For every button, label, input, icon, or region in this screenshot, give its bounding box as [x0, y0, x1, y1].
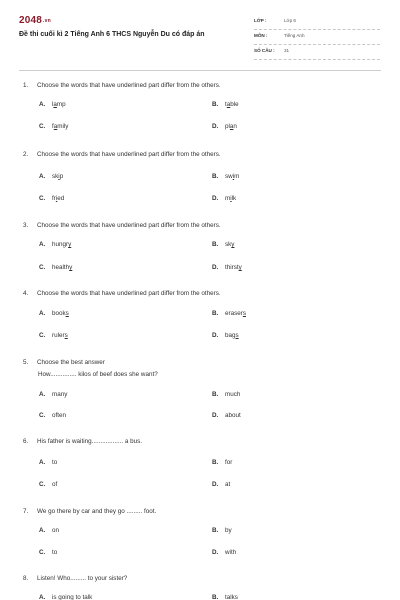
option-text-end: p: [59, 173, 64, 180]
option-letter: D.: [212, 264, 219, 271]
option-text: at: [225, 481, 231, 488]
option-letter: B.: [212, 459, 219, 466]
option-text: ruler: [52, 332, 65, 339]
question-text: We go there by car and they go ......... foot.: [37, 508, 157, 515]
option-letter: A.: [39, 527, 46, 534]
question-text: Choose the words that have underlined part differ from the others.: [37, 222, 221, 229]
option-b[interactable]: [212, 173, 239, 180]
option-c[interactable]: [39, 549, 57, 556]
option-d[interactable]: [212, 195, 236, 202]
option-underline: i: [232, 173, 235, 180]
question-stem: [23, 222, 221, 229]
option-d[interactable]: [212, 481, 230, 488]
option-text: sw: [225, 173, 233, 180]
meta-label-subject: MÔN :: [254, 33, 268, 38]
option-b[interactable]: [212, 241, 234, 248]
option-c[interactable]: [39, 195, 64, 202]
option-text: m: [225, 195, 231, 202]
option-letter: A.: [39, 391, 46, 398]
meta-row-count: [254, 45, 380, 60]
option-b[interactable]: [212, 310, 246, 317]
option-underline: a: [53, 123, 58, 130]
option-letter: A.: [39, 241, 46, 248]
option-text: sk: [225, 241, 232, 248]
option-text: by: [225, 527, 232, 534]
option-underline: s: [65, 310, 69, 317]
option-text-end: n: [233, 123, 237, 130]
question-number: 6.: [23, 438, 29, 445]
option-letter: C.: [39, 332, 46, 339]
question-text: Choose the best answer: [37, 359, 105, 366]
option-a[interactable]: [39, 594, 92, 600]
option-text-end: mp: [56, 101, 66, 108]
option-underline: a: [226, 101, 231, 108]
question-stem: [23, 438, 142, 445]
option-b[interactable]: [212, 459, 232, 466]
option-text: on: [52, 527, 60, 534]
option-text: talks: [225, 594, 238, 600]
option-letter: A.: [39, 594, 46, 600]
option-text: pl: [225, 123, 230, 130]
document-header: [0, 0, 400, 72]
option-text: for: [225, 459, 233, 466]
meta-value-count: 31: [284, 48, 290, 53]
option-b[interactable]: [212, 594, 238, 600]
question-stem: [23, 151, 221, 158]
option-text: f: [52, 123, 54, 130]
option-b[interactable]: [212, 527, 232, 534]
question-number: 5.: [23, 359, 29, 366]
meta-value-subject: Tiếng Anh: [284, 33, 305, 38]
option-underline: i: [55, 195, 58, 202]
option-text: of: [52, 481, 58, 488]
option-underline: a: [229, 123, 234, 130]
option-letter: A.: [39, 101, 46, 108]
option-letter: D.: [212, 549, 219, 556]
option-letter: B.: [212, 101, 219, 108]
option-letter: C.: [39, 264, 46, 271]
option-letter: B.: [212, 594, 219, 600]
option-text: thirst: [225, 264, 239, 271]
option-d[interactable]: [212, 412, 241, 419]
question-number: 4.: [23, 290, 29, 297]
question-number: 3.: [23, 222, 29, 229]
option-letter: D.: [212, 332, 219, 339]
option-text: hungr: [52, 241, 69, 248]
option-text: much: [225, 391, 241, 398]
option-c[interactable]: [39, 332, 68, 339]
site-logo[interactable]: [19, 15, 51, 26]
option-letter: D.: [212, 481, 219, 488]
option-text: sk: [52, 173, 59, 180]
option-text: about: [225, 412, 241, 419]
option-text-end: mily: [57, 123, 69, 130]
option-text-end: lk: [231, 195, 237, 202]
option-letter: C.: [39, 549, 46, 556]
option-letter: C.: [39, 412, 46, 419]
option-letter: A.: [39, 310, 46, 317]
option-b[interactable]: [212, 391, 240, 398]
option-text: fr: [52, 195, 56, 202]
question-number: 2.: [23, 151, 29, 158]
option-a[interactable]: [39, 391, 67, 398]
option-underline: y: [231, 241, 235, 248]
question-number: 1.: [23, 82, 29, 89]
question-subtext: How............... kilos of beef does she want?: [38, 371, 158, 378]
option-letter: B.: [212, 173, 219, 180]
meta-panel: [254, 15, 380, 60]
option-letter: D.: [212, 123, 219, 130]
option-text: bag: [225, 332, 236, 339]
question-stem: [23, 508, 156, 515]
option-a[interactable]: [39, 241, 71, 248]
meta-label-class: LỚP :: [254, 18, 267, 23]
option-c[interactable]: [39, 412, 66, 419]
option-text-end: ed: [57, 195, 65, 202]
question-stem: [23, 82, 221, 89]
option-underline: y: [238, 264, 242, 271]
option-text: is going to talk: [52, 594, 93, 600]
option-text-end: ble: [230, 101, 239, 108]
option-underline: s: [242, 310, 247, 317]
header-divider: [19, 70, 381, 71]
option-underline: a: [53, 101, 57, 108]
question-number: 7.: [23, 508, 29, 515]
option-a[interactable]: [39, 310, 69, 317]
option-underline: y: [69, 264, 73, 271]
option-c[interactable]: [39, 123, 68, 130]
option-letter: D.: [212, 412, 219, 419]
option-d[interactable]: [212, 123, 237, 130]
option-underline: s: [235, 332, 239, 339]
question-number: 8.: [23, 575, 29, 582]
option-letter: A.: [39, 459, 46, 466]
question-stem: [23, 575, 127, 582]
option-text: book: [52, 310, 66, 317]
option-letter: B.: [212, 527, 219, 534]
option-a[interactable]: [39, 101, 66, 108]
option-text: to: [52, 459, 58, 466]
option-c[interactable]: [39, 264, 72, 271]
option-text: health: [52, 264, 70, 271]
option-d[interactable]: [212, 264, 242, 271]
question-stem: [23, 359, 105, 366]
option-text: eraser: [225, 310, 243, 317]
option-text: l: [52, 101, 54, 108]
option-underline: i: [58, 173, 60, 180]
option-d[interactable]: [212, 549, 236, 556]
option-underline: i: [230, 195, 232, 202]
meta-row-subject: [254, 30, 380, 45]
meta-label-count: SỐ CÂU :: [254, 48, 275, 53]
option-a[interactable]: [39, 527, 59, 534]
meta-value-class: Lớp 6: [284, 18, 296, 23]
option-letter: B.: [212, 241, 219, 248]
meta-row-class: [254, 15, 380, 30]
option-letter: B.: [212, 391, 219, 398]
option-letter: C.: [39, 481, 46, 488]
logo-main: 2048: [19, 15, 43, 26]
question-text: Listen! Who......... to your sister?: [37, 575, 128, 582]
option-b[interactable]: [212, 101, 239, 108]
option-letter: A.: [39, 173, 46, 180]
option-c[interactable]: [39, 481, 57, 488]
option-text: with: [225, 549, 237, 556]
option-d[interactable]: [212, 332, 239, 339]
option-a[interactable]: [39, 173, 63, 180]
question-text: Choose the words that have underlined part differ from the others.: [37, 151, 221, 158]
document-title: Đề thi cuối kì 2 Tiếng Anh 6 THCS Nguyễn Du có đáp án: [19, 31, 205, 38]
question-stem: [23, 290, 221, 297]
option-text: many: [52, 391, 68, 398]
question-text: Choose the words that have underlined part differ from the others.: [37, 290, 221, 297]
option-letter: C.: [39, 123, 46, 130]
option-a[interactable]: [39, 459, 57, 466]
option-letter: B.: [212, 310, 219, 317]
option-underline: y: [68, 241, 72, 248]
option-underline: s: [64, 332, 68, 339]
question-text: His father is waiting.................. a bus.: [37, 438, 142, 445]
option-letter: D.: [212, 195, 219, 202]
option-text: to: [52, 549, 58, 556]
logo-tld: .vn: [43, 18, 51, 24]
option-text: often: [52, 412, 67, 419]
option-text: t: [225, 101, 227, 108]
option-letter: C.: [39, 195, 46, 202]
option-text-end: m: [234, 173, 240, 180]
question-text: Choose the words that have underlined part differ from the others.: [37, 82, 221, 89]
